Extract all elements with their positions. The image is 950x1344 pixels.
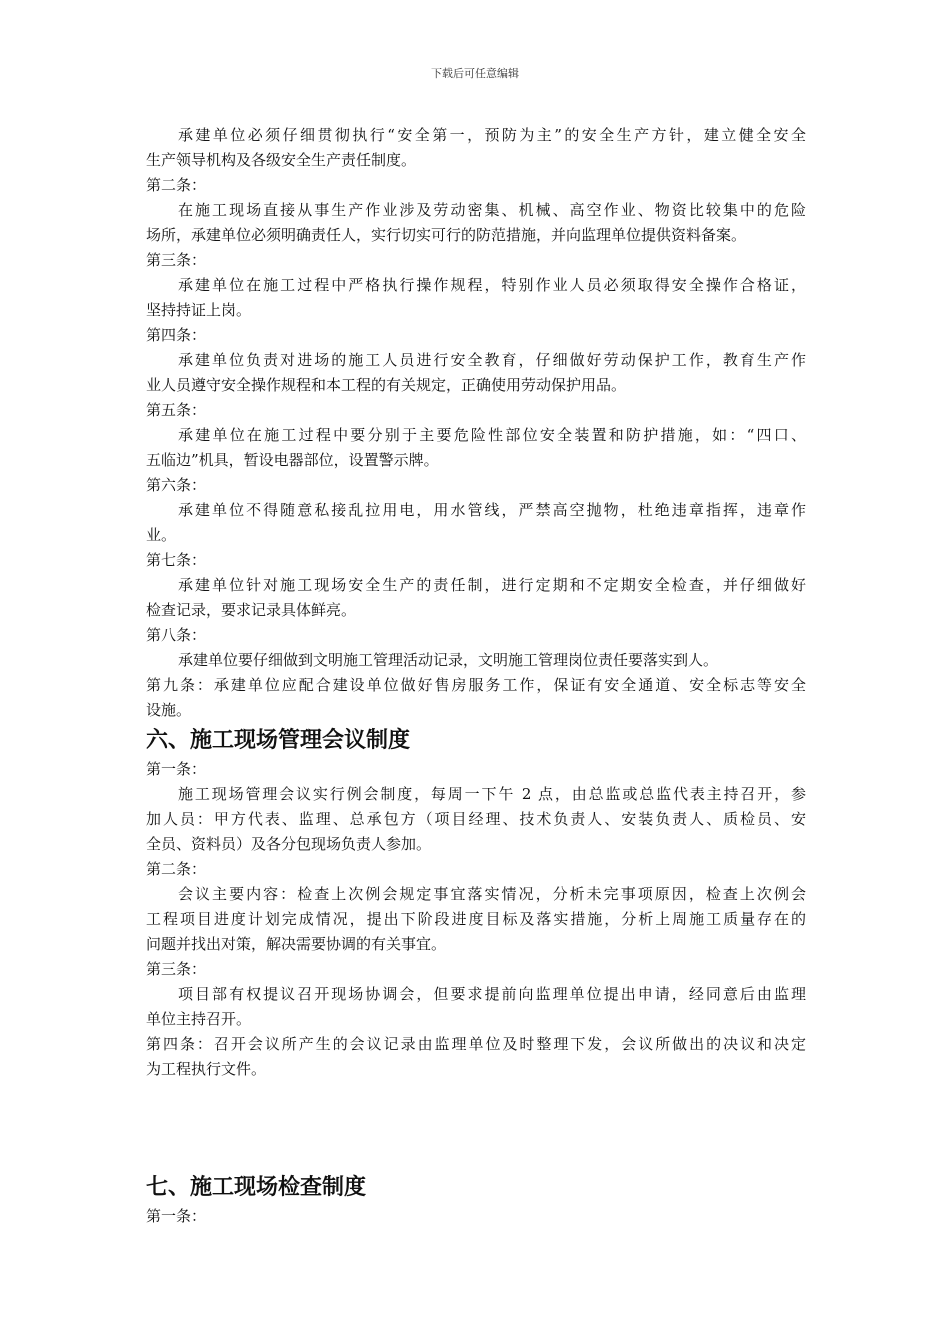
paragraph-line: 承建单位必须仔细贯彻执行“安全第一，预防为主”的安全生产方针，建立健全安全: [178, 126, 806, 144]
paragraph-line: 问题并找出对策，解决需要协调的有关事宜。: [146, 935, 447, 953]
blank-space: [146, 1082, 806, 1170]
article-label: 第一条：: [146, 760, 207, 778]
paragraph-line: 场所，承建单位必须明确责任人，实行切实可行的防范措施，并向监理单位提供资料备案。: [146, 226, 747, 244]
paragraph-line: 业人员遵守安全操作规程和本工程的有关规定，正确使用劳动保护用品。: [146, 376, 627, 394]
paragraph: [146, 348, 806, 398]
article-label: 第六条：: [146, 476, 207, 494]
paragraph-line: 检查记录，要求记录具体鲜亮。: [146, 601, 357, 619]
paragraph-line: 承建单位在施工过程中要分别于主要危险性部位安全装置和防护措施，如：“四口、: [178, 426, 806, 444]
paragraph-line: 项目部有权提议召开现场协调会，但要求提前向监理单位提出申请，经同意后由监理: [178, 985, 806, 1003]
document-body: [146, 123, 806, 1229]
article-label: 第三条：: [146, 960, 207, 978]
paragraph-line: 为工程执行文件。: [146, 1060, 267, 1078]
paragraph-line: 承建单位针对施工现场安全生产的责任制，进行定期和不定期安全检查，并仔细做好: [178, 576, 806, 594]
article-label: 第五条：: [146, 401, 207, 419]
page-header: 下载后可任意编辑: [431, 67, 519, 80]
paragraph-line: 单位主持召开。: [146, 1010, 252, 1028]
article-label: 第四条：: [146, 326, 207, 344]
section-heading: 六、施工现场管理会议制度: [146, 727, 411, 753]
article-label: 第七条：: [146, 551, 207, 569]
paragraph-line: 会议主要内容：检查上次例会规定事宜落实情况，分析未完事项原因，检查上次例会: [178, 885, 806, 903]
paragraph: [146, 648, 806, 673]
paragraph: [146, 673, 806, 723]
paragraph-line: 承建单位要仔细做到文明施工管理活动记录，文明施工管理岗位责任要落实到人。: [178, 651, 719, 669]
paragraph-line: 加人员：甲方代表、监理、总承包方（项目经理、技术负责人、安装负责人、质检员、安: [146, 810, 806, 828]
paragraph-line: 承建单位在施工过程中严格执行操作规程，特别作业人员必须取得安全操作合格证，: [178, 276, 806, 294]
paragraph: [146, 573, 806, 623]
paragraph: [146, 882, 806, 957]
paragraph: [146, 198, 806, 248]
paragraph: [146, 423, 806, 473]
paragraph-line: 第九条：承建单位应配合建设单位做好售房服务工作，保证有安全通道、安全标志等安全: [146, 676, 806, 694]
paragraph-line: 在施工现场直接从事生产作业涉及劳动密集、机械、高空作业、物资比较集中的危险: [178, 201, 806, 219]
paragraph-line: 五临边”机具，暂设电器部位，设置警示牌。: [146, 451, 439, 469]
paragraph: [146, 782, 806, 857]
paragraph-line: 业。: [146, 526, 177, 544]
paragraph-line: 设施。: [146, 701, 192, 719]
paragraph-line: 施工现场管理会议实行例会制度，每周一下午 2 点，由总监或总监代表主持召开，参: [178, 785, 806, 803]
article-label: 第八条：: [146, 626, 207, 644]
paragraph-line: 第四条：召开会议所产生的会议记录由监理单位及时整理下发，会议所做出的决议和决定: [146, 1035, 806, 1053]
paragraph: [146, 498, 806, 548]
section-heading: 七、施工现场检查制度: [146, 1174, 367, 1200]
paragraph: [146, 273, 806, 323]
paragraph: [146, 1032, 806, 1082]
paragraph: [146, 123, 806, 173]
paragraph-line: 工程项目进度计划完成情况，提出下阶段进度目标及落实措施，分析上周施工质量存在的: [146, 910, 806, 928]
article-label: 第二条：: [146, 860, 207, 878]
paragraph-line: 承建单位不得随意私接乱拉用电，用水管线，严禁高空抛物，杜绝违章指挥，违章作: [178, 501, 806, 519]
paragraph-line: 全员、资料员）及各分包现场负责人参加。: [146, 835, 432, 853]
article-label: 第二条：: [146, 176, 207, 194]
article-label: 第一条：: [146, 1207, 207, 1225]
paragraph: [146, 982, 806, 1032]
paragraph-line: 承建单位负责对进场的施工人员进行安全教育，仔细做好劳动保护工作，教育生产作: [178, 351, 806, 369]
paragraph-line: 生产领导机构及各级安全生产责任制度。: [146, 151, 417, 169]
article-label: 第三条：: [146, 251, 207, 269]
paragraph-line: 坚持持证上岗。: [146, 301, 252, 319]
